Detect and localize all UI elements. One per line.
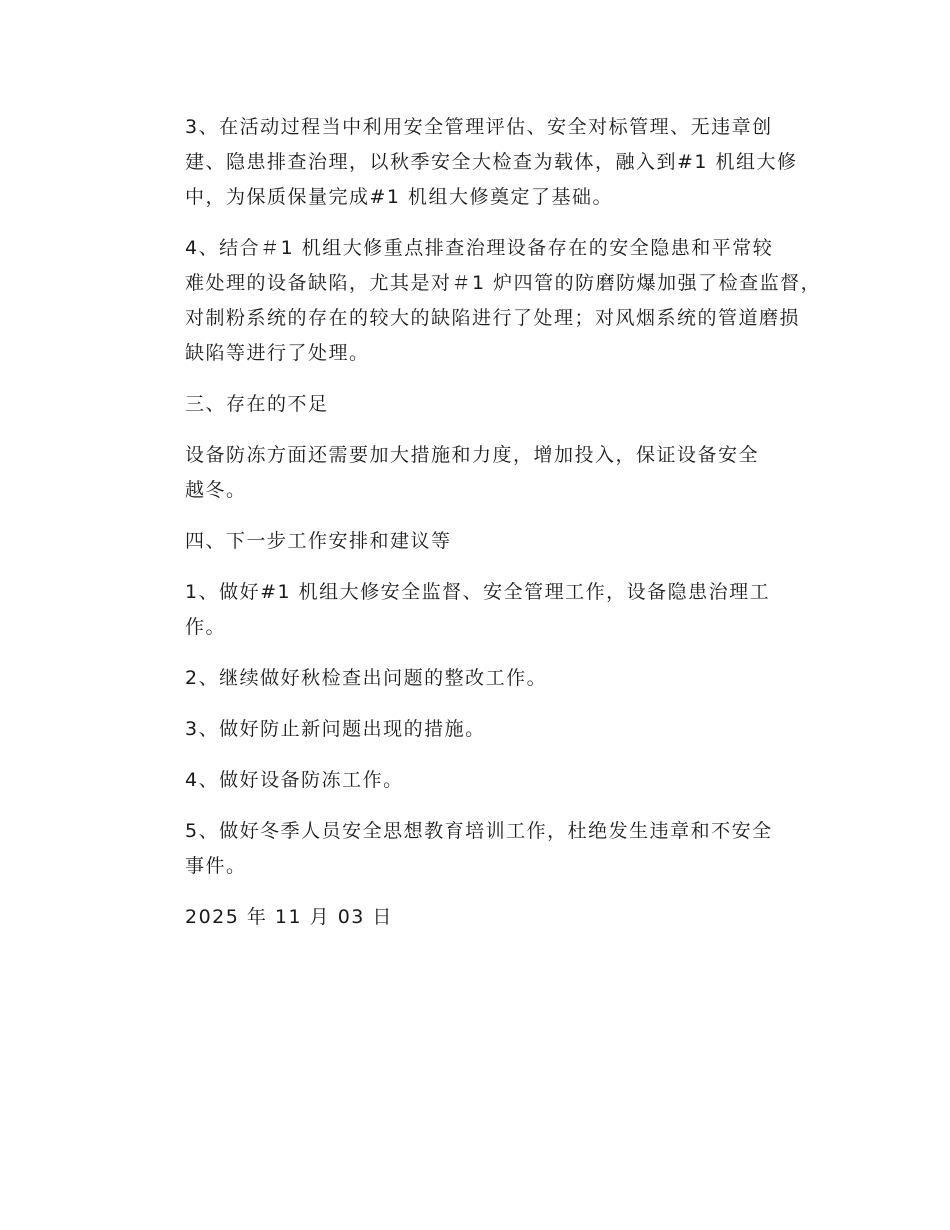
text-line: 缺陷等进行了处理。 <box>185 342 370 364</box>
document-body <box>142 110 822 951</box>
text-line: 设备防冻方面还需要加大措施和力度，增加投入，保证设备安全 <box>185 444 760 466</box>
text-line: 越冬。 <box>185 479 247 501</box>
paragraph-next-step-1 <box>142 575 802 645</box>
text-line: 事件。 <box>185 855 247 877</box>
text-line: 5、做好冬季人员安全思想教育培训工作，杜绝发生违章和不安全 <box>185 820 773 842</box>
text-line: 1、做好#1 机组大修安全监督、安全管理工作，设备隐患治理工 <box>185 581 771 603</box>
date-text: 2025 年 11 月 03 日 <box>185 906 393 928</box>
paragraph-next-step-3 <box>142 712 802 747</box>
section-heading-shortcomings <box>142 387 802 422</box>
paragraph-item-3-safety-activities <box>142 110 802 215</box>
paragraph-item-4-overhaul-defects <box>142 231 822 371</box>
text-line: 作。 <box>185 616 227 638</box>
paragraph-next-step-2 <box>142 661 802 696</box>
section-heading-next-steps <box>142 524 802 559</box>
text-line: 3、在活动过程当中利用安全管理评估、安全对标管理、无违章创 <box>185 116 773 138</box>
text-line: 对制粉系统的存在的较大的缺陷进行了处理；对风烟系统的管道磨损 <box>185 307 801 329</box>
text-line: 2、继续做好秋检查出问题的整改工作。 <box>185 667 548 689</box>
text-line: 四、下一步工作安排和建议等 <box>185 530 452 552</box>
paragraph-shortcomings <box>142 438 802 508</box>
text-line: 3、做好防止新问题出现的措施。 <box>185 718 486 740</box>
paragraph-next-step-4 <box>142 763 802 798</box>
text-line: 建、隐患排查治理，以秋季安全大检查为载体，融入到#1 机组大修 <box>185 151 798 173</box>
paragraph-next-step-5 <box>142 814 802 884</box>
text-line: 4、做好设备防冻工作。 <box>185 769 404 791</box>
text-line: 4、结合＃1 机组大修重点排查治理设备存在的安全隐患和平常较 <box>185 237 774 259</box>
text-line: 中，为保质保量完成#1 机组大修奠定了基础。 <box>185 186 614 208</box>
text-line: 三、存在的不足 <box>185 393 329 415</box>
document-date <box>142 900 802 935</box>
text-line: 难处理的设备缺陷，尤其是对＃1 炉四管的防磨防爆加强了检查监督， <box>185 272 822 294</box>
